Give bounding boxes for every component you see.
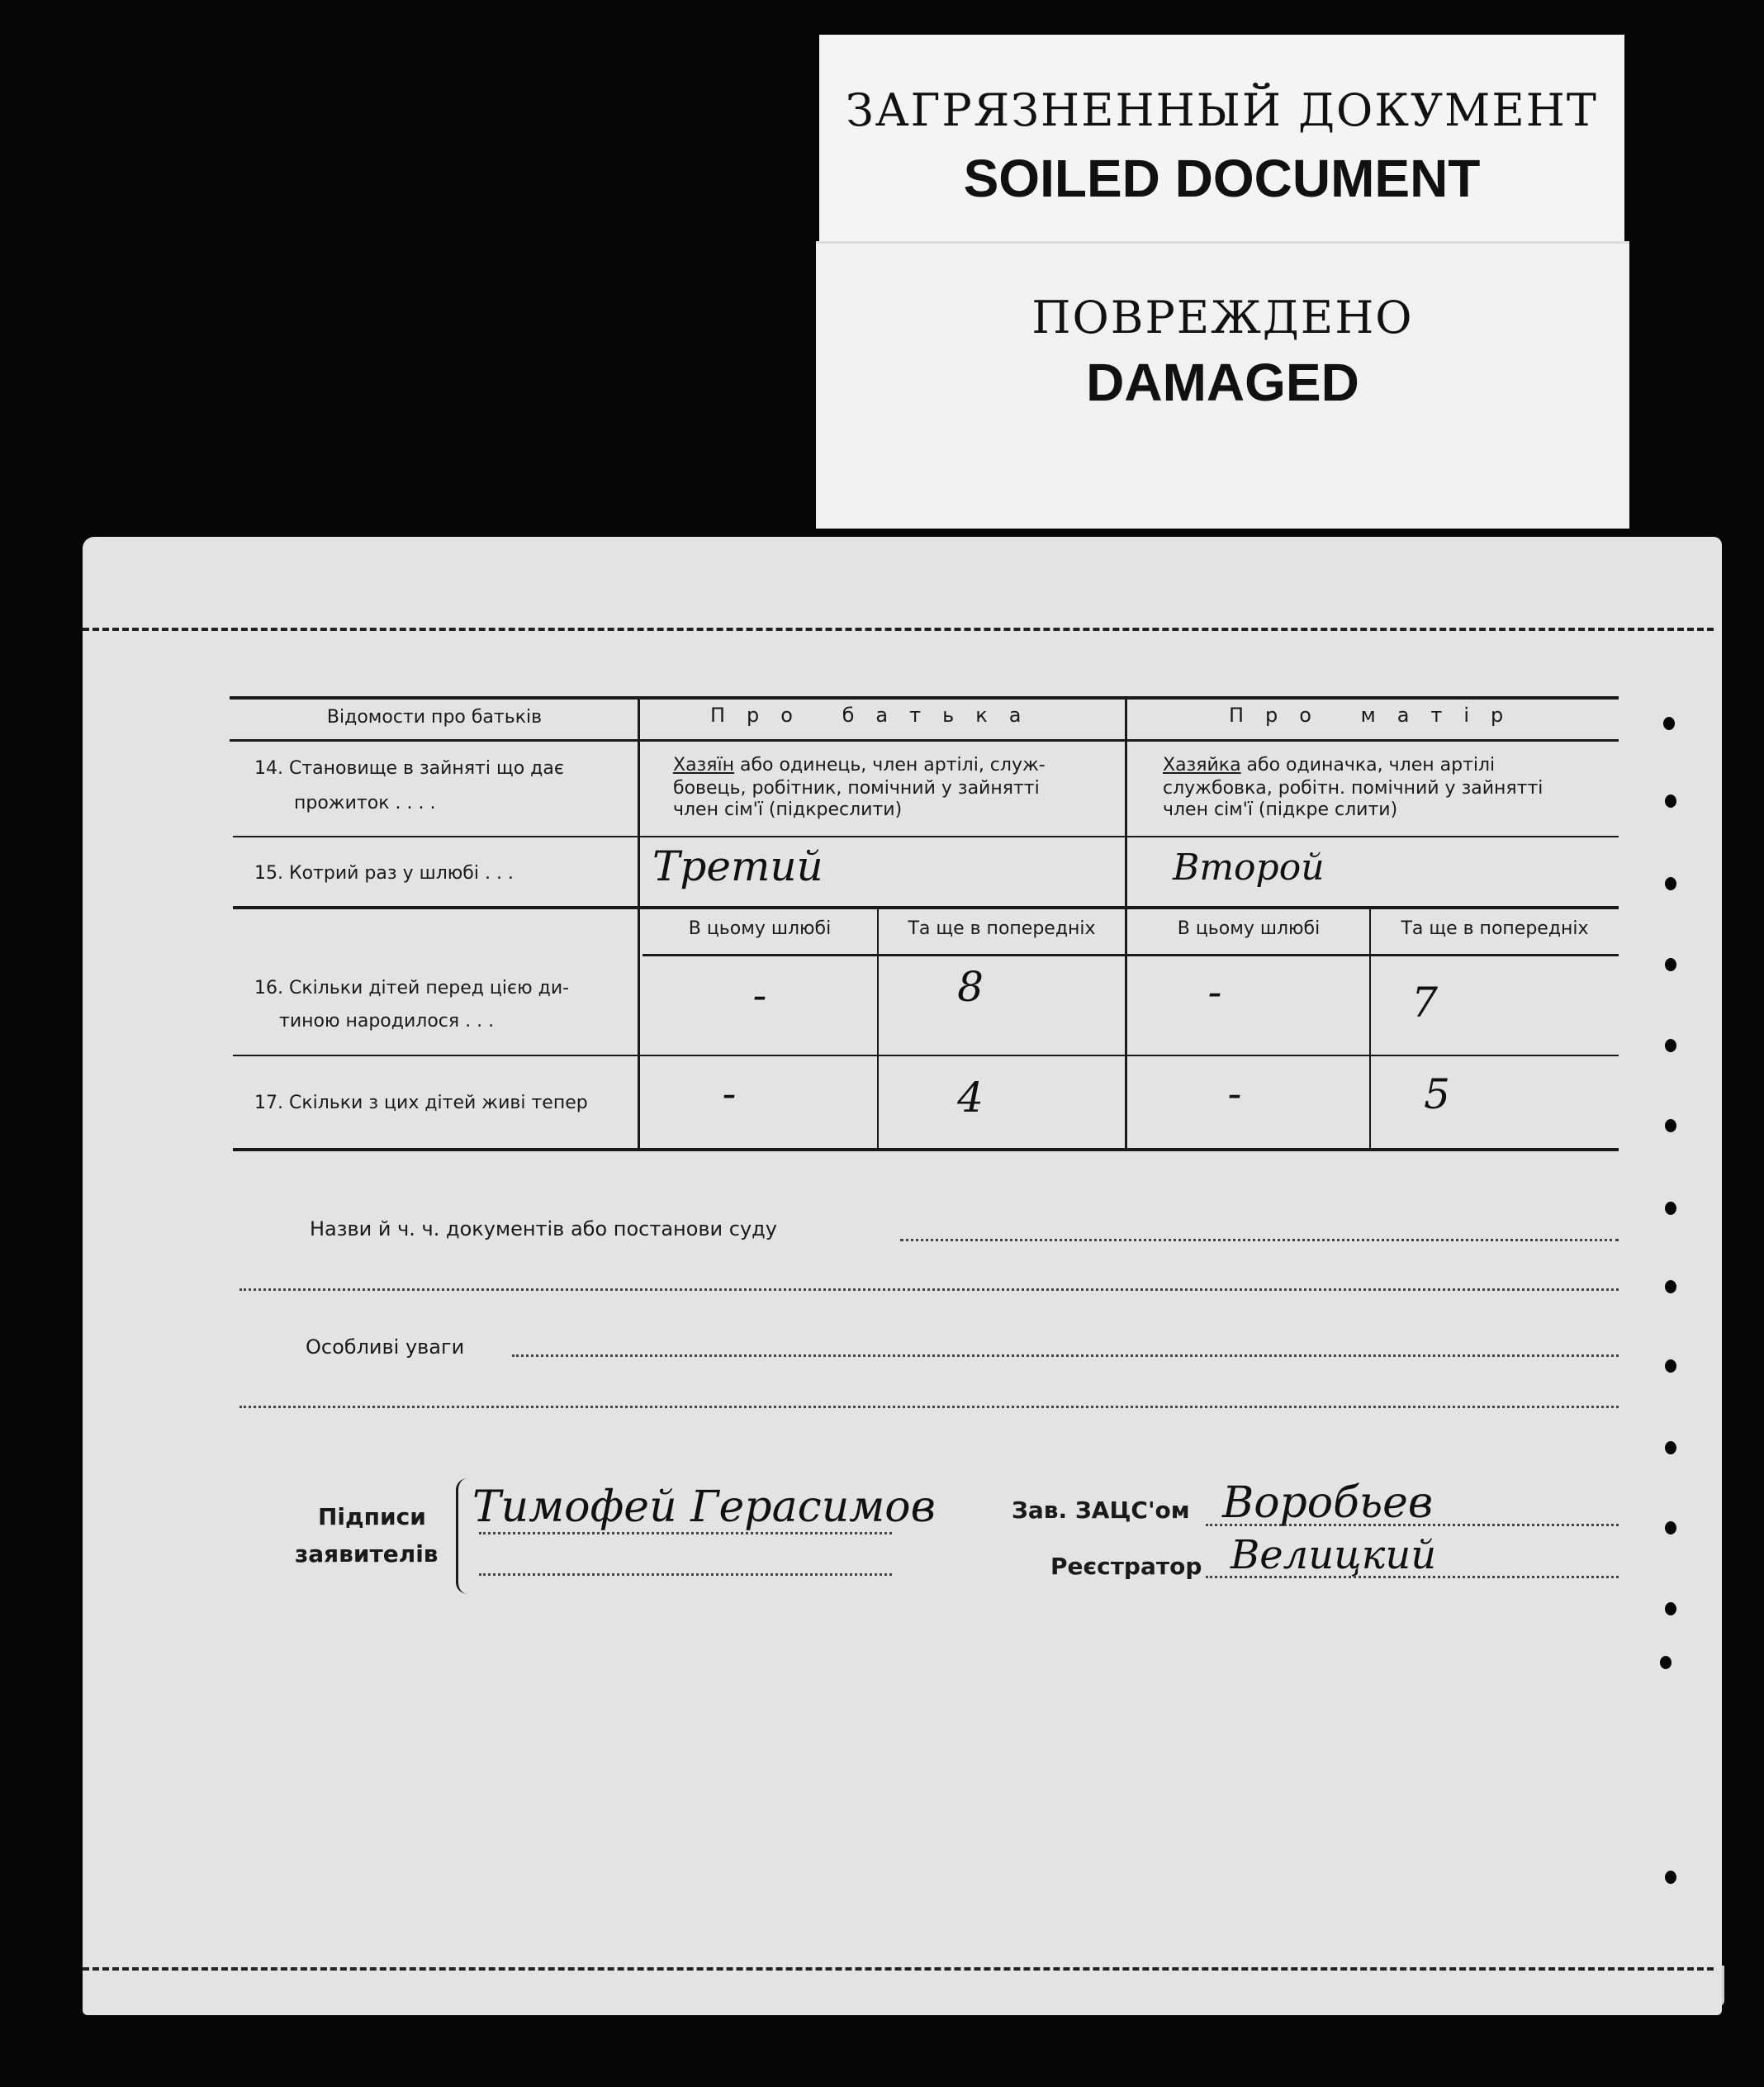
punch-hole — [1665, 1119, 1676, 1132]
remarks-label: Особливі уваги — [306, 1335, 465, 1359]
row15-mother-value: Второй — [1173, 847, 1325, 889]
row16-father-prev: 8 — [957, 963, 984, 1011]
header-info: Відомости про батьків — [326, 707, 543, 728]
mother-owner-option: Хазяйка — [1163, 755, 1241, 776]
row16-label-1: 16. Скільки дітей перед цією ди- — [254, 978, 570, 998]
row14-mother-3: член сім'ї (підкре слити) — [1163, 799, 1398, 820]
remarks-line-1 — [512, 1354, 1619, 1357]
applicants-brace — [456, 1478, 470, 1594]
row14-label-2: прожиток . . . . — [294, 793, 436, 813]
head-signature: Воробьев — [1222, 1478, 1434, 1528]
damaged-label-en: DAMAGED — [1086, 353, 1359, 412]
row14-rule — [233, 836, 1619, 837]
punch-hole — [1660, 1656, 1672, 1669]
table-bottom-rule — [233, 1148, 1619, 1151]
applicant-signature: Тимофей Герасимов — [472, 1482, 936, 1532]
damaged-label-ru: ПОВРЕЖДЕНО — [1031, 292, 1414, 344]
registrar-line — [1206, 1576, 1619, 1578]
col-divider-2 — [1125, 696, 1127, 1150]
punch-hole — [1665, 1602, 1676, 1615]
punch-hole — [1665, 1202, 1676, 1215]
header-mother: Про матір — [1229, 704, 1525, 727]
row15-rule — [233, 906, 1619, 909]
row14-mother-2: службовка, робітн. помічний у зайнятті — [1163, 778, 1544, 799]
row17-mother-this: - — [1227, 1070, 1242, 1117]
row14-label-1: 14. Становище в зайняті що дає — [254, 758, 564, 779]
documents-line-2 — [239, 1288, 1619, 1291]
punch-hole — [1665, 1359, 1676, 1373]
head-line — [1206, 1524, 1619, 1526]
row16-mother-this: - — [1207, 968, 1222, 1016]
row17-father-prev: 4 — [957, 1074, 984, 1122]
col-divider-1 — [638, 696, 640, 1150]
table-top-rule — [230, 696, 1619, 700]
row17-father-this: - — [722, 1070, 737, 1117]
punch-hole — [1665, 1521, 1676, 1534]
remarks-line-2 — [239, 1406, 1619, 1408]
subheader-rule — [643, 954, 1619, 956]
applicants-label-2: заявителів — [295, 1540, 439, 1568]
sub-father-prev: Та ще в попередніх — [908, 918, 1096, 939]
sub-mother-prev: Та ще в попередніх — [1401, 918, 1589, 939]
row14-mother-1 — [1163, 753, 1495, 778]
punch-hole — [1665, 1280, 1676, 1293]
row15-label: 15. Котрий раз у шлюбі . . . — [254, 863, 514, 884]
row14-father-1 — [673, 753, 1046, 778]
punch-hole — [1663, 717, 1675, 730]
applicant-line-2 — [479, 1573, 892, 1576]
row16-father-this: - — [752, 971, 767, 1019]
table-header-rule — [230, 739, 1619, 742]
sub-mother-this: В цьому шлюбі — [1177, 918, 1321, 939]
head-label: Зав. ЗАЦС'ом — [1012, 1496, 1190, 1524]
row14-father-3: член сім'ї (підкреслити) — [673, 799, 903, 820]
punch-hole — [1665, 1871, 1676, 1884]
col-divider-father — [877, 908, 879, 1148]
row14-father-2: бовець, робітник, помічний у зайнятті — [673, 778, 1040, 799]
col-divider-mother — [1369, 908, 1371, 1148]
punch-hole — [1665, 877, 1676, 890]
header-father: Про батька — [710, 704, 1043, 727]
mother-options-rest: або одиначка, член артілі — [1240, 755, 1496, 776]
soiled-label-ru: ЗАГРЯЗНЕННЫЙ ДОКУМЕНТ — [846, 84, 1598, 136]
father-options-rest: або одинець, член артілі, служ- — [733, 755, 1046, 776]
documents-label: Назви й ч. ч. документів або постанови суду — [310, 1217, 777, 1240]
punch-hole — [1665, 1441, 1676, 1454]
registrar-signature: Велицкий — [1231, 1532, 1437, 1578]
row15-father-value: Третий — [652, 842, 823, 890]
punch-hole — [1665, 958, 1676, 971]
punch-hole — [1665, 1039, 1676, 1052]
row16-rule — [233, 1055, 1619, 1056]
father-owner-option: Хазяїн — [673, 755, 734, 776]
registrar-label: Реєстратор — [1050, 1553, 1202, 1580]
soiled-label-en: SOILED DOCUMENT — [963, 149, 1481, 208]
punch-hole — [1665, 794, 1676, 808]
applicants-label-1: Підписи — [318, 1503, 426, 1530]
row17-label: 17. Скільки з цих дітей живі тепер — [254, 1093, 588, 1113]
row16-label-2: тиною народилося . . . — [279, 1011, 495, 1032]
row16-mother-prev: 7 — [1411, 979, 1438, 1027]
applicant-line-1 — [479, 1532, 892, 1534]
row17-mother-prev: 5 — [1424, 1070, 1450, 1118]
documents-line-1 — [900, 1239, 1619, 1241]
sub-father-this: В цьому шлюбі — [688, 918, 832, 939]
